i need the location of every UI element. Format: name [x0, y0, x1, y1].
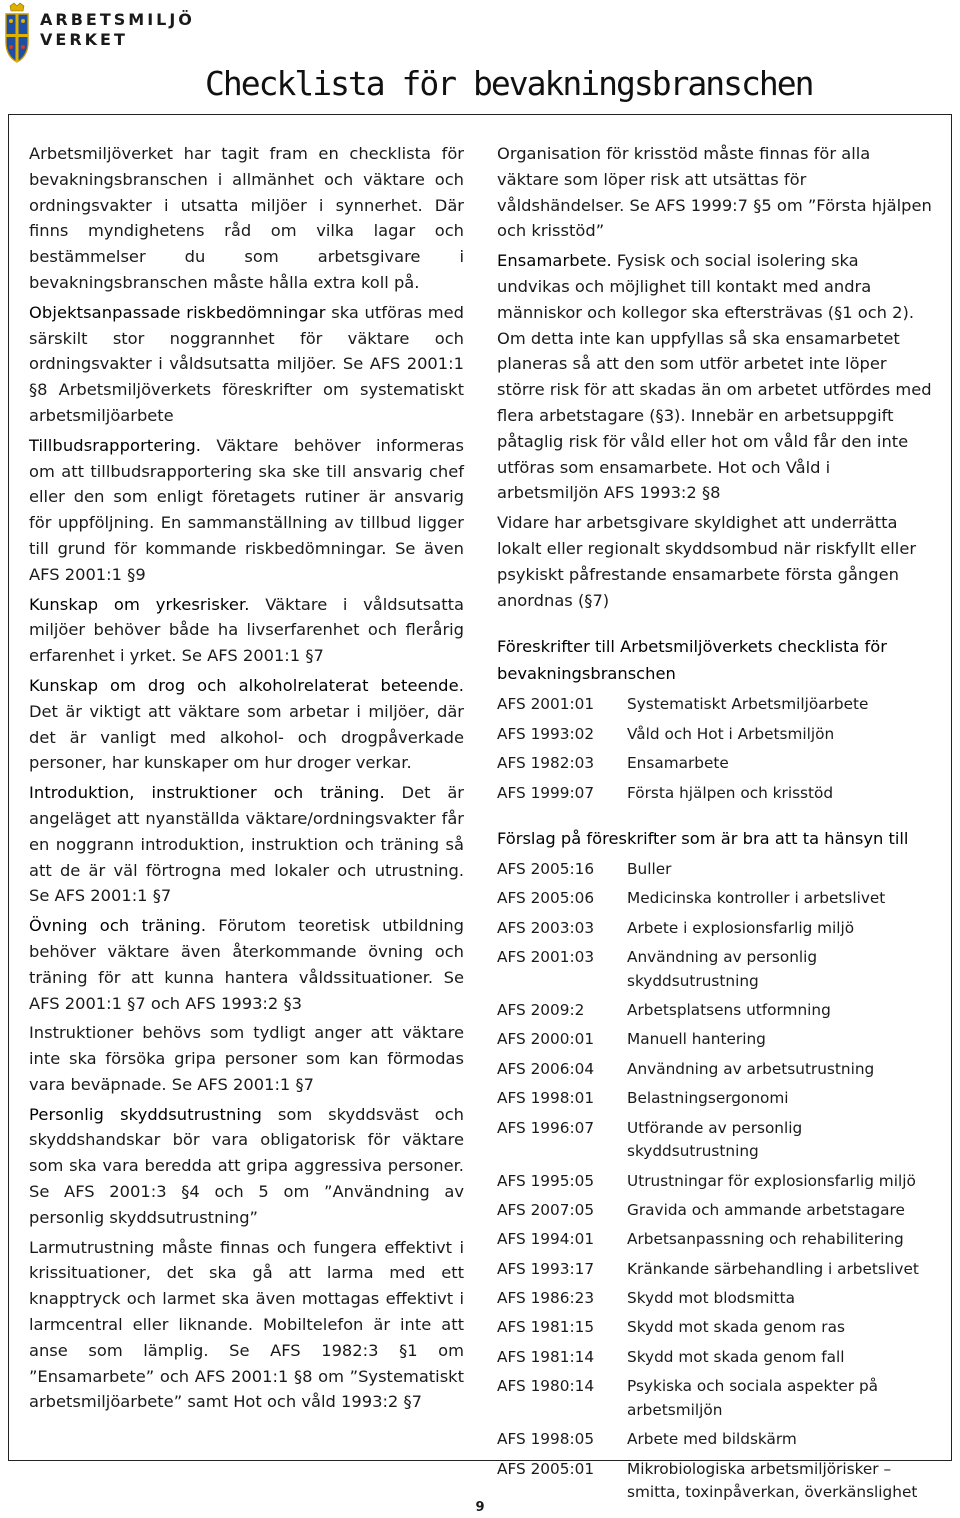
paragraph-text: som skyddsväst och skyddshandskar bör vara obligatorisk för väktare som ska vara beredda att gripa aggressiva personer. Se AFS 2001:3 §4 och 5 om ”Användning av personlig skyddsutrustning”: [29, 1104, 464, 1227]
regulation-name: Psykiska och sociala aspekter på arbetsmiljön: [627, 1377, 879, 1419]
paragraph-lead: Introduktion, instruktioner och träning.: [29, 783, 385, 803]
regulation-name: Första hjälpen och krisstöd: [627, 783, 834, 802]
paragraph-lead: Personlig skyddsutrustning: [29, 1104, 262, 1124]
regulation-name: Utförande av personlig skyddsutrustning: [627, 1118, 803, 1161]
list-item: [497, 1428, 935, 1452]
paragraph-lead: Tillbudsrapportering.: [29, 435, 202, 455]
list-item: [497, 1375, 935, 1422]
regulation-name: Gravida och ammande arbetstagare: [627, 1200, 905, 1219]
logo: [0, 0, 195, 68]
list-item: [497, 1458, 935, 1505]
list-item: [497, 693, 935, 717]
regulation-code: AFS 2005:16: [497, 860, 595, 879]
regulation-code: AFS 1994:01: [497, 1230, 595, 1249]
left-column: [29, 141, 464, 1419]
regulation-code: AFS 1999:07: [497, 783, 595, 802]
paragraph-text: Arbetsmiljöverket har tagit fram en checklista för bevakningsbranschen i allmänhet och väktare och ordningsvakter i utsatta miljöer i synnerhet. Där finns myndighetens råd om vilka lagar och bestämmelser du som arbetsgivare i bevakningsbranschen måste hålla extra koll på.: [29, 144, 464, 292]
paragraph: [497, 248, 935, 506]
page-number: 9: [475, 1500, 485, 1515]
regulation-name: Arbetsanpassning och rehabilitering: [627, 1230, 904, 1249]
other-regulations-list: [497, 858, 935, 1505]
list-item: [497, 887, 935, 911]
regulation-code: AFS 2001:01: [497, 695, 595, 714]
paragraph-lead: Övning och träning.: [29, 916, 207, 936]
list-item: [497, 1228, 935, 1252]
list-item: [497, 782, 935, 806]
regulation-name: Medicinska kontroller i arbetslivet: [627, 889, 886, 908]
paragraph: [497, 510, 935, 613]
paragraph-text: Väktare behöver informeras om att tillbudsrapportering ska ske till ansvarig chef eller den som enligt företagets rutiner är ansvarig för uppföljning. En sammanställning av tillbud ligger till grund för kommande riskbedömningar. Se även AFS 2001:1 §9: [29, 435, 464, 584]
organization-name-line2: VERKET: [40, 30, 128, 49]
list-item: [497, 1287, 935, 1311]
regulation-name: Våld och Hot i Arbetsmiljön: [627, 724, 835, 743]
paragraph: [29, 141, 464, 296]
right-column: [497, 141, 935, 1510]
regulation-code: AFS 1998:01: [497, 1089, 595, 1108]
paragraph: [29, 780, 464, 909]
paragraph-text: Vidare har arbetsgivare skyldighet att underrätta lokalt eller regionalt skyddsombud när riskfyllt eller psykiskt påfrestande ensamarbete första gången anordnas (§7): [497, 513, 917, 610]
checklist-regulations-list: [497, 693, 935, 805]
list-item: [497, 1316, 935, 1340]
regulation-code: AFS 2007:05: [497, 1200, 595, 1219]
regulation-code: AFS 1996:07: [497, 1118, 595, 1137]
paragraph: [29, 913, 464, 1016]
organization-name-line1: ARBETSMILJÖ: [40, 10, 195, 29]
regulation-code: AFS 1993:17: [497, 1259, 595, 1278]
organization-name: [40, 10, 195, 50]
list-item: [497, 752, 935, 776]
list-item: [497, 917, 935, 941]
regulation-code: AFS 2003:03: [497, 918, 595, 937]
regulation-name: Användning av arbetsutrustning: [627, 1059, 875, 1078]
regulation-name: Utrustningar för explosionsfarlig miljö: [627, 1171, 916, 1190]
paragraph: [497, 141, 935, 244]
regulation-name: Systematiskt Arbetsmiljöarbete: [627, 695, 869, 714]
list-item: [497, 723, 935, 747]
regulation-code: AFS 1998:05: [497, 1430, 595, 1449]
regulation-code: AFS 1995:05: [497, 1171, 595, 1190]
list-item: [497, 1117, 935, 1164]
regulation-code: AFS 1980:14: [497, 1377, 595, 1396]
list-item: [497, 1058, 935, 1082]
checklist-regulations-title: Föreskrifter till Arbetsmiljöverkets checklista för bevakningsbranschen: [497, 637, 887, 684]
regulation-name: Skydd mot skada genom fall: [627, 1347, 845, 1366]
regulation-name: Mikrobiologiska arbetsmiljörisker – smitta, toxinpåverkan, överkänslighet: [627, 1459, 918, 1502]
paragraph-text: Väktare i våldsutsatta miljöer behöver både ha livserfarenhet och flerårig erfarenhet i yrket. Se AFS 2001:1 §7: [29, 594, 465, 666]
regulation-name: Buller: [627, 860, 672, 879]
paragraph-lead: Ensamarbete.: [497, 251, 612, 271]
regulation-code: AFS 2005:06: [497, 889, 595, 908]
page-title: Checklista för bevakningsbranschen: [205, 64, 813, 103]
coat-of-arms-icon: [2, 2, 32, 64]
paragraph: [29, 433, 464, 588]
list-item: [497, 1170, 935, 1194]
regulation-name: Ensamarbete: [627, 754, 729, 773]
list-item: [497, 1199, 935, 1223]
regulation-name: Användning av personlig skyddsutrustning: [627, 948, 818, 990]
list-item: [497, 999, 935, 1023]
paragraph: [29, 1235, 464, 1416]
list-item: [497, 1028, 935, 1052]
paragraph-text: Instruktioner behövs som tydligt anger att väktare inte ska försöka gripa personer som kan förmodas vara beväpnade. Se AFS 2001:1 §7: [29, 1023, 464, 1094]
regulation-name: Belastningsergonomi: [627, 1089, 789, 1108]
regulation-code: AFS 2009:2: [497, 1001, 585, 1020]
paragraph-text: Det är angeläget att nyanställda väktare/ordningsvakter får en noggrann introduktion, instruktion och träning så att de är väl förtrogna med lokaler och utrustning. Se AFS 2001:1 §7: [29, 783, 464, 906]
paragraph: [29, 1020, 464, 1097]
regulation-name: Arbetsplatsens utformning: [627, 1001, 831, 1020]
paragraph-lead: Kunskap om drog och alkoholrelaterat beteende.: [29, 675, 464, 695]
paragraph: [29, 1102, 464, 1231]
regulation-code: AFS 1981:14: [497, 1347, 595, 1366]
paragraph-text: Larmutrustning måste finnas och fungera effektivt i krissituationer, det ska gå att larma med ett knapptryck och larmet ska även mottagas effektivt i larmcentral eller liknande. Mobiltelefon är inte att anse som lämplig. Se AFS 1982:3 §1 om ”Ensamarbete” och AFS 2001:1 §8 om ”Systematiskt arbetsmiljöarbete” samt Hot och våld 1993:2 §7: [29, 1237, 464, 1412]
regulation-code: AFS 1982:03: [497, 754, 595, 773]
regulation-name: Arbete med bildskärm: [627, 1430, 797, 1449]
regulation-code: AFS 2001:03: [497, 948, 595, 967]
paragraph: [29, 673, 464, 776]
regulation-name: Manuell hantering: [627, 1030, 766, 1049]
list-item: [497, 946, 935, 993]
regulation-name: Kränkande särbehandling i arbetslivet: [627, 1259, 919, 1278]
regulation-code: AFS 1986:23: [497, 1289, 595, 1308]
regulation-name: Skydd mot skada genom ras: [627, 1318, 845, 1337]
paragraph-lead: Objektsanpassade riskbedömningar: [29, 302, 326, 322]
list-item: [497, 858, 935, 882]
paragraph-text: ska utföras med särskilt stor noggrannhet för väktare och ordningsvakter i våldsutsatta miljöer. Se AFS 2001:1 §8 Arbetsmiljöverkets föreskrifter om systematiskt arbetsmiljöarbete: [29, 302, 464, 425]
list-item: [497, 1087, 935, 1111]
regulation-code: AFS 2000:01: [497, 1030, 595, 1049]
paragraph-text: Organisation för krisstöd måste finnas för alla väktare som löper risk att utsättas för våldshändelser. Se AFS 1999:7 §5 om ”Första hjälpen och krisstöd”: [497, 144, 932, 241]
regulation-name: Skydd mot blodsmitta: [627, 1289, 795, 1308]
regulation-code: AFS 2005:01: [497, 1459, 595, 1478]
paragraph-lead: Kunskap om yrkesrisker.: [29, 594, 250, 614]
paragraph: [29, 592, 464, 669]
regulation-code: AFS 1981:15: [497, 1318, 595, 1337]
paragraph-text: Fysisk och social isolering ska undvikas och möjlighet till kontakt med andra människor och kollegor ska eftersträvas (§1 och 2). Om detta inte kan uppfyllas så ska ensamarbetet planeras så att den som utför arbetet inte löper större risk för att skadas än om arbetet utfördes med flera arbetstagare (§3). Innebär en arbetsuppgift påtaglig risk för våld eller hot om våld får den inte utföras som ensamarbete. Hot och Våld i arbetsmiljön AFS 1993:2 §8: [497, 251, 932, 503]
regulation-code: AFS 1993:02: [497, 724, 595, 743]
list-item: [497, 1258, 935, 1282]
paragraph: [29, 300, 464, 429]
regulation-name: Arbete i explosionsfarlig miljö: [627, 918, 855, 937]
other-regulations-title: Förslag på föreskrifter som är bra att ta hänsyn till: [497, 829, 909, 849]
paragraph-text: Förutom teoretisk utbildning behöver väktare även återkommande övning och träning för att kunna hantera våldssituationer. Se AFS 2001:1 §7 och AFS 1993:2 §3: [29, 916, 465, 1013]
right-paragraphs: [497, 141, 935, 613]
paragraph-text: Det är viktigt att väktare som arbetar i miljöer, där det är vanligt med alkohol- och drogpåverkade personer, har kunskaper om hur droger verkar.: [29, 701, 464, 773]
list-item: [497, 1346, 935, 1370]
regulation-code: AFS 2006:04: [497, 1059, 595, 1078]
